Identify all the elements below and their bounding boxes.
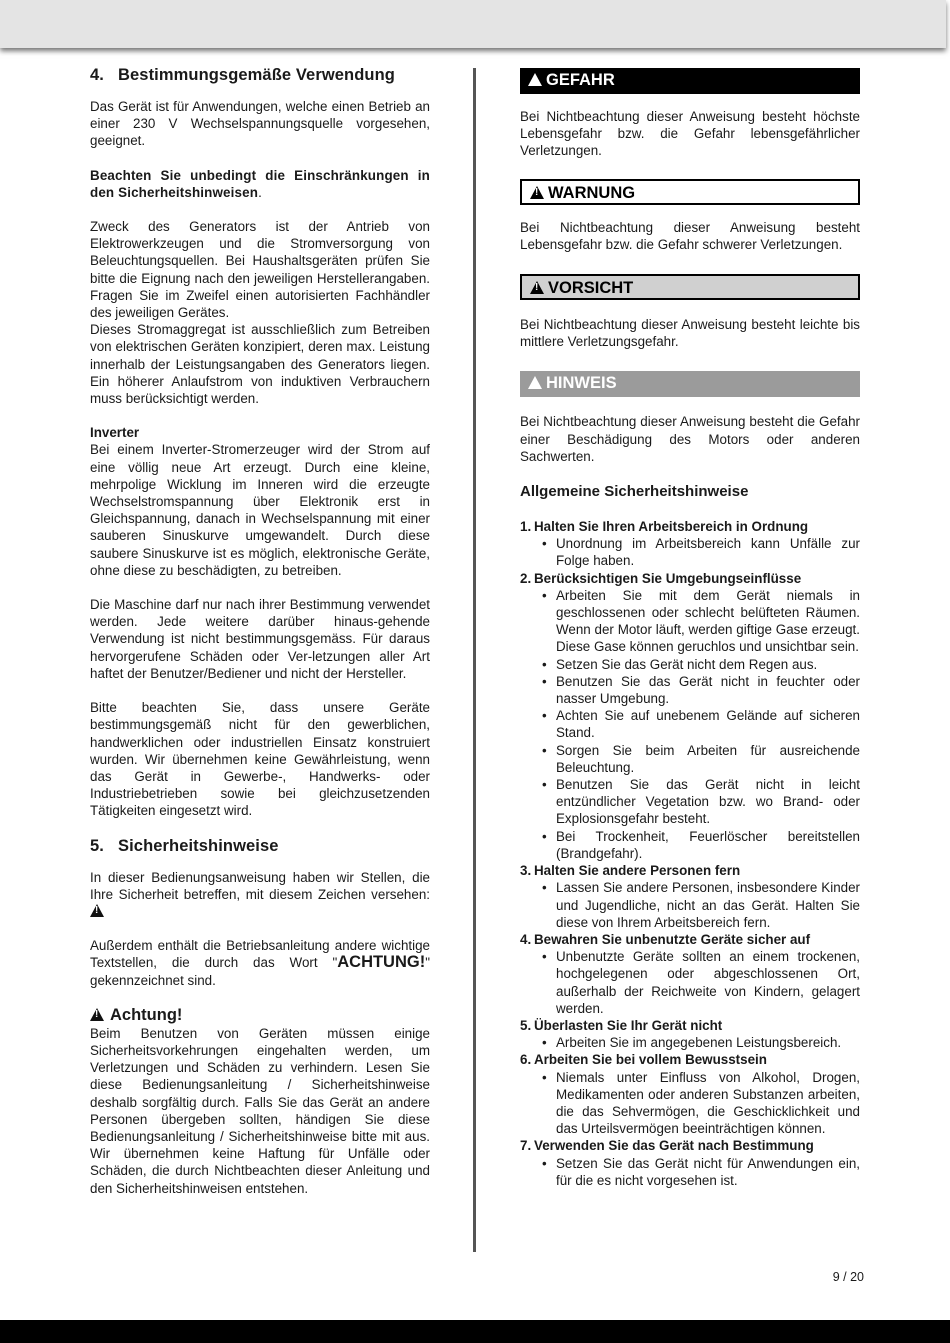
section-4-title: Bestimmungsgemäße Verwendung — [118, 66, 395, 84]
list-item-title: Halten Sie Ihren Arbeitsbereich in Ordnung — [534, 519, 809, 535]
section-5-p2-start: Außerdem enthält die Betriebsanleitung andere wichtige Textstellen, die durch das Wort " — [90, 938, 430, 971]
bullet-list — [520, 948, 860, 1017]
bullet-list — [520, 587, 860, 862]
achtung-word: ACHTUNG! — [337, 953, 426, 972]
list-item-title: Überlasten Sie Ihr Gerät nicht — [534, 1017, 723, 1033]
general-safety-list — [520, 518, 860, 1189]
bullet-list — [520, 879, 860, 931]
gefahr-label-box — [520, 68, 860, 94]
list-item-heading — [520, 1017, 860, 1034]
list-item-title: Bewahren Sie unbenutzte Geräte sicher auf — [534, 931, 811, 947]
list-item-heading — [520, 518, 860, 535]
list-item — [520, 862, 860, 931]
section-4-p3: Zweck des Generators ist der Antrieb von Elektrowerkzeugen und die Stromversorgung von Beleuchtungsquellen. Bei Haushaltsgeräten prüfen Sie bitte die Eignung nach den jeweiligen Herstellerangaben. Fragen Sie im Zweifel einen autorisierten Fachhändler des jeweiligen Gerätes. — [90, 219, 430, 321]
gefahr-text: Bei Nichtbeachtung dieser Anweisung besteht höchste Lebensgefahr bzw. die Gefahr lebensgefährlicher Verletzungen. — [520, 109, 860, 159]
bullet-list — [520, 1069, 860, 1138]
warnung-text: Bei Nichtbeachtung dieser Anweisung besteht Lebensgefahr bzw. die Gefahr schwerer Verletzungen. — [520, 219, 860, 252]
warning-triangle-icon — [528, 73, 542, 86]
section-4-p2 — [90, 167, 430, 201]
bullet-item: • Setzen Sie das Gerät nicht für Anwendungen ein, für die es nicht vorgesehen ist. — [556, 1155, 860, 1189]
hinweis-label: HINWEIS — [546, 374, 617, 393]
section-4-p5: Die Maschine darf nur nach ihrer Bestimmung verwendet werden. Jede weitere darüber hinaus-gehende Verwendung ist nicht bestimmungsgemäss. Für daraus hervorgerufene Schäden oder Ver-letzungen aller Art haftet der Benutzer/Bediener und nicht der Hersteller. — [90, 597, 430, 681]
list-item-heading — [520, 570, 860, 587]
bullet-item: • Unbenutzte Geräte sollten an einem trockenen, hochgelegenen oder abgeschlossenen Ort, außerhalb der Reichweite von Kindern, gelagert werden. — [556, 948, 860, 1017]
general-safety-heading: Allgemeine Sicherheitshinweise — [520, 483, 749, 501]
bullet-item: • Benutzen Sie das Gerät nicht in feuchter oder nasser Umgebung. — [556, 673, 860, 707]
vorsicht-text: Bei Nichtbeachtung dieser Anweisung besteht leichte bis mittlere Verletzungsgefahr. — [520, 317, 860, 350]
list-item-heading — [520, 1137, 860, 1154]
vorsicht-label: VORSICHT — [548, 279, 634, 298]
list-item-number: 3. — [520, 863, 532, 879]
section-4-p6: Bitte beachten Sie, dass unsere Geräte bestimmungsgemäß nicht für den gewerblichen, handwerklichen oder industriellen Einsatz konstruiert wurden. Wir übernehmen keine Gewährleistung, wenn das Gerät in Gewerbe-, Handwerks- oder Industriebetrieben sowie bei gleichzusetzenden Tätigkeiten eingesetzt wird. — [90, 700, 430, 819]
warning-triangle-icon — [90, 904, 104, 917]
gefahr-label: GEFAHR — [546, 71, 615, 89]
list-item — [520, 1137, 860, 1189]
bullet-item: • Arbeiten Sie mit dem Gerät niemals in geschlossenen oder schlecht belüfteten Räumen. Wenn der Motor läuft, werden giftige Gase erzeugt. Diese Gase können geruchlos und unsichtbar sein. — [556, 587, 860, 656]
bullet-list — [520, 1155, 860, 1189]
section-4-p2-end: . — [258, 184, 262, 200]
list-item-heading — [520, 1051, 860, 1068]
list-item-number: 5. — [520, 1017, 532, 1033]
section-5-number: 5. — [90, 836, 104, 855]
section-5-heading — [90, 835, 430, 857]
page-number: 9 / 20 — [832, 1270, 864, 1284]
hinweis-label-box — [520, 371, 860, 397]
section-5-p2-end: " gekennzeichnet sind. — [90, 955, 430, 988]
bullet-item: • Niemals unter Einfluss von Alkohol, Drogen, Medikamenten oder anderen Substanzen arbeiten, die das Sehvermögen, die Geschicklichkeit und das Urteilsvermögen beeinträchtigen können. — [556, 1069, 860, 1138]
section-5-p2 — [90, 937, 430, 989]
list-item-title: Halten Sie andere Personen fern — [534, 863, 741, 879]
bullet-item: • Achten Sie auf unebenem Gelände auf sicheren Stand. — [556, 707, 860, 741]
list-item — [520, 518, 860, 570]
list-item — [520, 570, 860, 862]
hinweis-text: Bei Nichtbeachtung dieser Anweisung besteht die Gefahr einer Beschädigung des Motors oder anderen Sachwerten. — [520, 414, 860, 464]
section-4-p1: Das Gerät ist für Anwendungen, welche einen Betrieb an einer 230 V Wechselspannungsquelle vorgesehen, geeignet. — [90, 99, 430, 149]
list-item-number: 6. — [520, 1052, 532, 1068]
left-column — [90, 64, 430, 1197]
section-4-number: 4. — [90, 66, 104, 84]
inverter-heading: Inverter — [90, 425, 140, 441]
bullet-item: • Arbeiten Sie im angegebenen Leistungsbereich. — [556, 1034, 860, 1051]
section-4-heading — [90, 64, 430, 86]
bullet-list — [520, 1034, 860, 1051]
bullet-item: • Benutzen Sie das Gerät nicht in leicht entzündlicher Vegetation bzw. wo Brand- oder Explosionsgefahr besteht. — [556, 776, 860, 828]
list-item-number: 1. — [520, 519, 532, 535]
list-item-number: 2. — [520, 570, 532, 586]
achtung-title: Achtung! — [110, 1005, 183, 1024]
list-item — [520, 1051, 860, 1137]
list-item-title: Berücksichtigen Sie Umgebungseinflüsse — [534, 570, 802, 586]
list-item-title: Arbeiten Sie bei vollem Bewusstsein — [534, 1052, 767, 1068]
top-bar — [0, 0, 946, 48]
list-item — [520, 931, 860, 1017]
bullet-item: • Setzen Sie das Gerät nicht dem Regen aus. — [556, 656, 860, 673]
right-column — [520, 68, 860, 1189]
section-5-title: Sicherheitshinweise — [118, 836, 279, 855]
bottom-bar — [0, 1320, 950, 1343]
warning-triangle-icon — [530, 186, 544, 199]
warnung-label-box — [520, 179, 860, 205]
list-item-number: 7. — [520, 1138, 532, 1154]
list-item-heading — [520, 931, 860, 948]
inverter-text: Bei einem Inverter-Stromerzeuger wird der Strom auf eine völlig neue Art erzeugt. Durch eine kleine, mehrpolige Wicklung im Inneren wird die erzeugte Wechselstromspannung über Elektronik erst in Gleichspannung, danach in Wechselspannung mit einer sauberen Sinuskurve umgewandelt. Durch diese saubere Sinuskurve ist es möglich, elektronische Geräte, ohne diese zu beschädigten, zu betreiben. — [90, 442, 430, 578]
list-item-title: Verwenden Sie das Gerät nach Bestimmung — [534, 1138, 814, 1154]
list-item-heading — [520, 862, 860, 879]
warning-triangle-icon — [530, 281, 544, 294]
list-item — [520, 1017, 860, 1051]
section-5-p1 — [90, 869, 430, 921]
list-item-number: 4. — [520, 931, 532, 947]
bullet-list — [520, 535, 860, 569]
bullet-item: • Unordnung im Arbeitsbereich kann Unfälle zur Folge haben. — [556, 535, 860, 569]
vorsicht-label-box — [520, 274, 860, 300]
warning-triangle-icon — [528, 376, 542, 389]
bullet-item: • Bei Trockenheit, Feuerlöscher bereitstellen (Brandgefahr). — [556, 828, 860, 862]
bullet-item: • Lassen Sie andere Personen, insbesondere Kinder und Jugendliche, nicht an das Gerät. Halten Sie diese von Ihrem Arbeitsbereich fern. — [556, 879, 860, 931]
bullet-item: • Sorgen Sie beim Arbeiten für ausreichende Beleuchtung. — [556, 742, 860, 776]
achtung-text: Beim Benutzen von Geräten müssen einige Sicherheitsvorkehrungen eingehalten werden, um Verletzungen und Schäden zu verhindern. Lesen Sie diese Bedienungsanleitung / Sicherheitshinweise deshalb sorgfältig durch. Falls Sie das Gerät an andere Personen übergeben sollten, händigen Sie diese Bedienungsanleitung / Sicherheitshinweise bitte mit aus. Wir übernehmen keine Haftung für Unfälle oder Schäden, die durch Nichtbeachten dieser Anleitung und den Sicherheitshinweisen entstehen. — [90, 1025, 430, 1196]
section-5-p1-text: In dieser Bedienungsanweisung haben wir Stellen, die Ihre Sicherheit betreffen, mit diesem Zeichen versehen: — [90, 869, 430, 902]
column-divider — [473, 68, 476, 1252]
section-4-p4: Dieses Stromaggregat ist ausschließlich zum Betreiben von elektrischen Geräten konzipiert, deren max. Leistung innerhalb der Leistungsangaben des Generators liegen. Ein höherer Anlaufstrom von induktiven Verbrauchern muss berücksichtigt werden. — [90, 322, 430, 407]
section-4-p2-bold: Beachten Sie unbedingt die Einschränkungen in den Sicherheitshinweisen — [90, 167, 430, 200]
warning-triangle-icon — [90, 1008, 104, 1021]
achtung-heading — [90, 1005, 430, 1025]
warnung-label: WARNUNG — [548, 183, 636, 202]
